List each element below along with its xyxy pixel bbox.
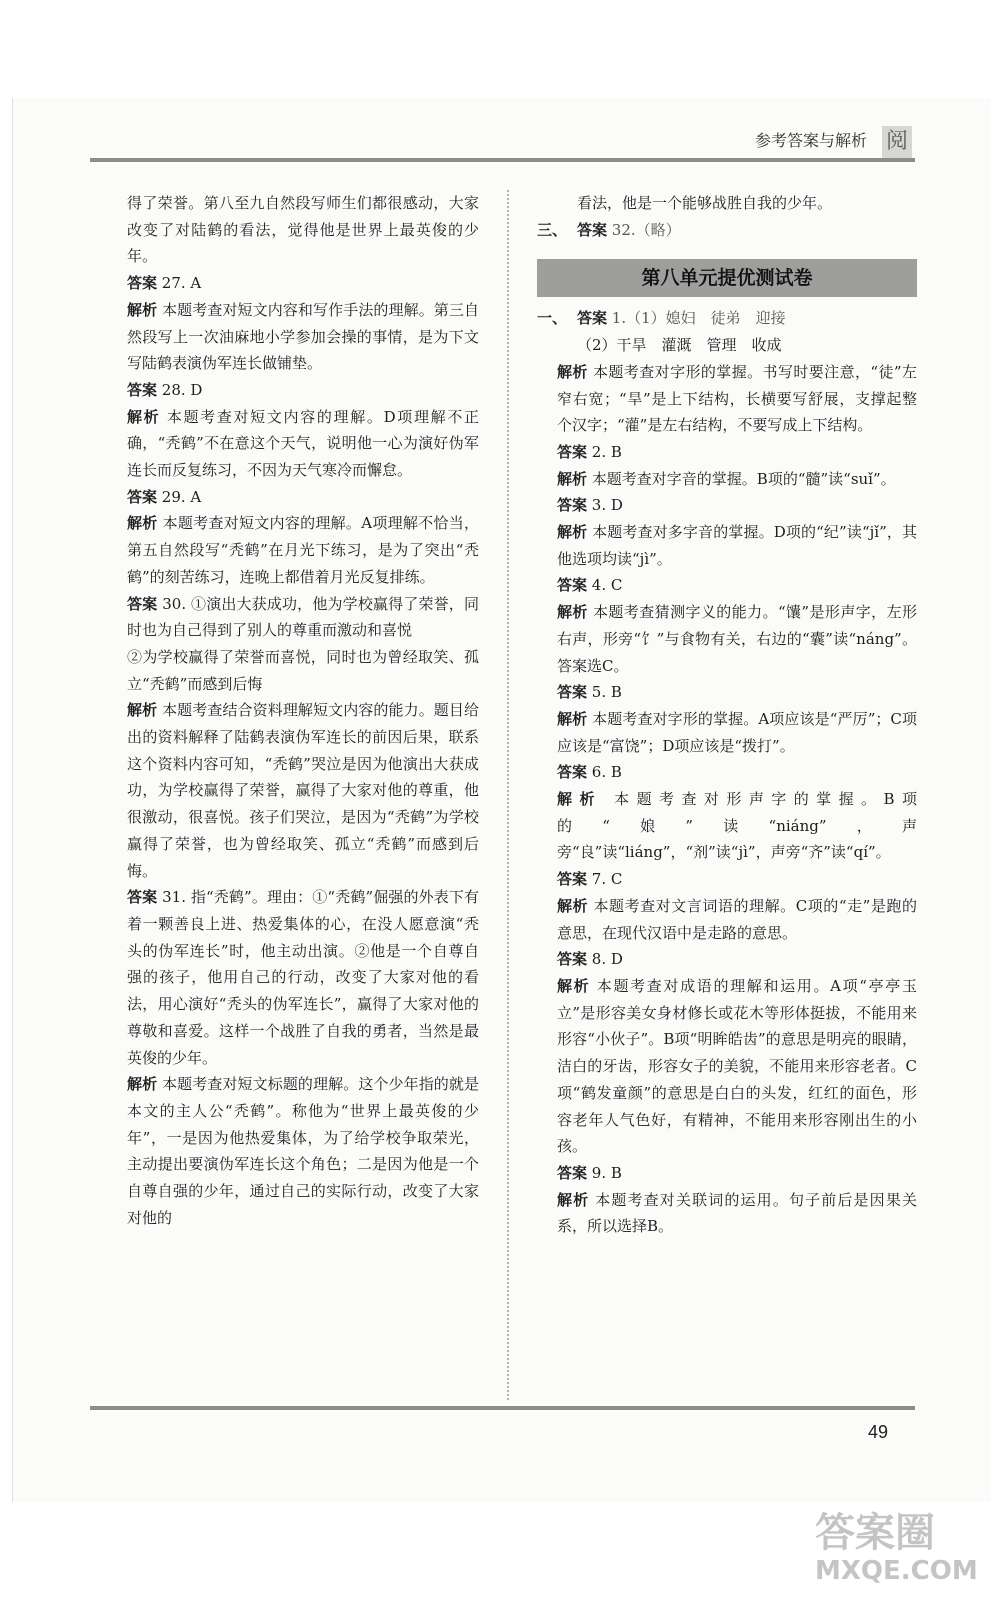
analysis-label: 解析 bbox=[127, 300, 158, 319]
analysis-label: 解析 bbox=[557, 896, 589, 915]
answer-text: 本题考查对字形的掌握。A项应该是“严厉”；C项应该是“富饶”；D项应该是“拨打”。 bbox=[557, 709, 917, 755]
answer-text: （2）干旱 灌溉 管理 收成 bbox=[577, 336, 782, 355]
analysis-label: 解析 bbox=[557, 976, 591, 995]
answer-label: 答案 bbox=[557, 950, 588, 969]
answer-item bbox=[127, 377, 479, 404]
section-banner: 第八单元提优测试卷 bbox=[537, 259, 917, 297]
header-divider bbox=[90, 158, 915, 162]
section-number: 三、 bbox=[537, 220, 568, 239]
answer-item bbox=[537, 572, 917, 599]
answer-label: 答案 bbox=[557, 683, 588, 702]
answer-text: 6. B bbox=[591, 763, 622, 782]
answer-item bbox=[537, 305, 917, 332]
analysis-item bbox=[537, 1187, 917, 1240]
answer-label: 答案 bbox=[557, 442, 588, 461]
answer-text: 本题考查结合资料理解短文内容的能力。题目给出的资料解释了陆鹤表演伪军连长的前因后果，联系这个资料内容可知，“秃鹤”哭泣是因为他演出大获成功，为学校赢得了荣誉，赢得了大家对他的尊重，他很激动，很喜悦。孩子们哭泣，是因为“秃鹤”为学校赢得了荣誉，也为曾经取笑、孤立“秃鹤”而感到后悔。 bbox=[127, 701, 479, 880]
answer-text: ②为学校赢得了荣誉而喜悦，同时也为曾经取笑、孤立“秃鹤”而感到后悔 bbox=[127, 647, 479, 693]
answer-text: 2. B bbox=[591, 442, 622, 461]
answer-label: 答案 bbox=[127, 274, 158, 293]
answer-text: 本题考查对成语的理解和运用。A项“亭亭玉立”是形容美女身材修长或花木等形体挺拔，不能用来形容“小伙子”。B项“明眸皓齿”的意思是明亮的眼睛，洁白的牙齿，形容女子的美貌，不能用来形容老者。C项“鹤发童颜”的意思是白白的头发，红红的面色，形容老年人气色好，有精神，不能用来形容刚出生的小孩。 bbox=[557, 976, 917, 1156]
analysis-label: 解析 bbox=[557, 362, 588, 381]
answer-label: 答案 bbox=[127, 487, 158, 506]
answer-label: 答案 bbox=[557, 1163, 588, 1182]
answer-text: 8. D bbox=[591, 950, 623, 969]
answer-text: 本题考查猜测字义的能力。“馕”是形声字，左形右声，形旁“饣”与食物有关，右边的“囊”读“náng”。答案选C。 bbox=[557, 603, 917, 675]
analysis-item bbox=[537, 466, 917, 493]
analysis-item bbox=[537, 893, 917, 946]
header-title: 参考答案与解析 bbox=[755, 131, 868, 150]
watermark-logo bbox=[815, 1510, 985, 1590]
page-number: 49 bbox=[868, 1422, 889, 1442]
answer-text: 本题考查对字音的掌握。B项的“髓”读“suǐ”。 bbox=[591, 469, 896, 488]
analysis-label: 解析 bbox=[127, 514, 158, 533]
answer-label: 答案 bbox=[127, 888, 158, 907]
answer-text: 本题考查对关联词的运用。句子前后是因果关系，所以选择B。 bbox=[557, 1190, 917, 1236]
answer-item bbox=[537, 1160, 917, 1187]
analysis-item bbox=[127, 297, 479, 377]
answer-text: 30. ①演出大获成功，他为学校赢得了荣誉，同时也为自己得到了别人的尊重而激动和喜悦 bbox=[127, 594, 479, 640]
analysis-item bbox=[537, 599, 917, 679]
analysis-label: 解析 bbox=[127, 1075, 158, 1094]
analysis-label: 解析 bbox=[127, 701, 158, 720]
answer-item bbox=[537, 759, 917, 786]
analysis-item bbox=[537, 973, 917, 1160]
answer-item bbox=[537, 217, 917, 244]
analysis-item bbox=[127, 697, 479, 884]
answer-text: 31. 指“秃鹤”。理由：①“秃鹤”倔强的外表下有着一颗善良上进、热爱集体的心，在没人愿意演“秃头的伪军连长”时，他主动出演。②他是一个自尊自强的孩子，他用自己的行动，改变了大家对他的看法，用心演好“秃头的伪军连长”，赢得了大家对他的尊敬和喜爱。这样一个战胜了自我的勇者，当然是最英俊的少年。 bbox=[127, 888, 479, 1067]
answer-text: 27. A bbox=[161, 274, 202, 293]
answer-item bbox=[127, 484, 479, 511]
answer-item bbox=[127, 270, 479, 297]
answer-label: 答案 bbox=[127, 594, 158, 613]
answer-label: 答案 bbox=[577, 309, 608, 328]
analysis-item bbox=[537, 519, 917, 572]
answer-text: 本题考查对短文内容和写作手法的理解。第三自然段写上一次油麻地小学参加会操的事情，是为下文写陆鹤表演伪军连长做铺垫。 bbox=[127, 300, 479, 373]
analysis-item bbox=[537, 786, 917, 866]
analysis-item bbox=[127, 404, 479, 484]
answer-text: 本题考查对短文内容的理解。A项理解不恰当，第五自然段写“秃鹤”在月光下练习，是为了突出“秃鹤”的刻苦练习，连晚上都借着月光反复排练。 bbox=[127, 514, 479, 586]
reading-logo-icon: 阅 bbox=[882, 126, 912, 158]
answer-item bbox=[537, 946, 917, 973]
answer-text: 本题考查对文言词语的理解。C项的“走”是跑的意思，在现代汉语中是走路的意思。 bbox=[557, 896, 917, 942]
answer-text: 本题考查对短文标题的理解。这个少年指的就是本文的主人公“秃鹤”。称他为“世界上最英俊的少年”，一是因为他热爱集体，为了给学校争取荣光，主动提出要演伪军连长这个角色；二是因为他是一个自尊自强的少年，通过自己的实际行动，改变了大家对他的 bbox=[127, 1075, 479, 1227]
answer-text: 4. C bbox=[591, 576, 623, 595]
footer-divider bbox=[90, 1406, 915, 1410]
answer-label: 答案 bbox=[557, 763, 588, 782]
watermark-url: MXQE.COM bbox=[815, 1556, 978, 1586]
analysis-label: 解析 bbox=[557, 790, 602, 809]
answer-text: 本题考查对短文内容的理解。D项理解不正确，“秃鹤”不在意这个天气，说明他一心为演好伪军连长而反复练习，不因为天气寒冷而懈怠。 bbox=[127, 407, 479, 480]
analysis-label: 解析 bbox=[557, 1190, 590, 1209]
answer-text: 得了荣誉。第八至九自然段写师生们都很感动，大家改变了对陆鹤的看法，觉得他是世界上最英俊的少年。 bbox=[127, 194, 479, 266]
answer-item bbox=[537, 866, 917, 893]
section-number: 一、 bbox=[537, 309, 568, 328]
analysis-label: 解析 bbox=[127, 407, 161, 426]
answer-label: 答案 bbox=[557, 870, 588, 889]
answer-item bbox=[537, 439, 917, 466]
answer-text: 32.（略） bbox=[611, 220, 681, 239]
answer-text: 3. D bbox=[591, 496, 623, 515]
answer-text: 1.（1）媳妇 徒弟 迎接 bbox=[611, 309, 786, 328]
analysis-label: 解析 bbox=[557, 709, 588, 728]
answer-text: 7. C bbox=[591, 870, 623, 889]
analysis-item bbox=[127, 510, 479, 590]
watermark-text: 答案圈 bbox=[815, 1510, 935, 1556]
answer-text: 本题考查对字形的掌握。书写时要注意，“徒”左窄右宽；“旱”是上下结构，长横要写舒展，支撑起整个汉字；“灌”是左右结构，不要写成上下结构。 bbox=[557, 362, 917, 435]
analysis-label: 解析 bbox=[557, 603, 588, 622]
column-divider bbox=[507, 190, 509, 1400]
answer-item bbox=[127, 591, 479, 644]
answer-text: 看法，他是一个能够战胜自我的少年。 bbox=[577, 194, 833, 212]
analysis-label: 解析 bbox=[557, 523, 588, 542]
answer-label: 答案 bbox=[557, 576, 588, 595]
answer-label: 答案 bbox=[127, 380, 158, 399]
right-column bbox=[537, 190, 917, 1240]
answer-text: 本题考查对多字音的掌握。D项的“纪”读“jǐ”，其他选项均读“jì”。 bbox=[557, 523, 917, 568]
analysis-label: 解析 bbox=[557, 469, 588, 488]
answer-item bbox=[537, 492, 917, 519]
analysis-item bbox=[537, 359, 917, 439]
answer-item bbox=[537, 679, 917, 706]
answer-text: 9. B bbox=[591, 1163, 622, 1182]
answer-text: 28. D bbox=[161, 380, 203, 399]
analysis-item bbox=[537, 706, 917, 759]
answer-label: 答案 bbox=[557, 496, 588, 515]
answer-item bbox=[127, 884, 479, 1071]
left-column bbox=[127, 190, 479, 1231]
answer-text: 5. B bbox=[591, 683, 622, 702]
answer-text: 29. A bbox=[161, 487, 202, 506]
answer-text: 本题考查对形声字的掌握。B项的“娘”读“niáng”，声旁“良”读“liáng”，“剂”读“jì”，声旁“齐”读“qí”。 bbox=[557, 790, 917, 862]
analysis-item bbox=[127, 1071, 479, 1231]
answer-label: 答案 bbox=[577, 220, 608, 239]
